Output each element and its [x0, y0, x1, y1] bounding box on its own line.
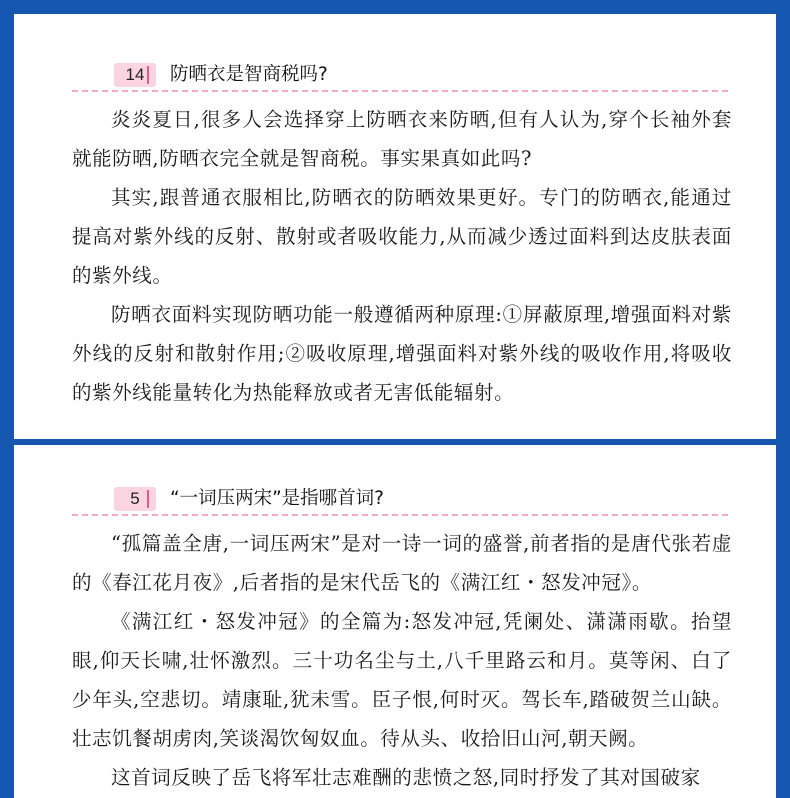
- paragraph: “孤篇盖全唐,一词压两宋”是对一诗一词的盛誉,前者指的是唐代张若虚的《春江花月夜》,后者指的是宋代岳飞的《满江红・怒发冲冠》。: [72, 532, 732, 594]
- article-section-14: [72, 58, 732, 412]
- section-title: 防晒衣是智商税吗?: [170, 64, 328, 85]
- paragraph: 《满江红・怒发冲冠》的全篇为:怒发冲冠,凭阑处、潇潇雨歇。抬望眼,仰天长啸,壮怀激烈。三十功名尘与土,八千里路云和月。莫等闲、白了少年头,空悲切。靖康耻,犹未雪。臣子恨,何时灭。驾长车,踏破贺兰山缺。壮志饥餐胡虏肉,笑谈渴饮匈奴血。待从头、收拾旧山河,朝天阙。: [72, 610, 732, 750]
- section-title: “一词压两宋”是指哪首词?: [170, 488, 384, 509]
- article-section-5: [72, 482, 732, 797]
- section-heading: [72, 482, 732, 518]
- section-number-badge: 5: [114, 487, 156, 511]
- paragraph: 这首词反映了岳飞将军壮志难酬的悲愤之怒,同时抒发了其对国破家: [111, 766, 701, 789]
- section-number-badge: 14: [114, 63, 156, 87]
- paragraph: 防晒衣面料实现防晒功能一般遵循两种原理:①屏蔽原理,增强面料对紫外线的反射和散射作用;②吸收原理,增强面料对紫外线的吸收作用,将吸收的紫外线能量转化为热能释放或者无害低能辐射。: [72, 303, 732, 404]
- section-heading: [72, 58, 732, 94]
- paragraph: 炎炎夏日,很多人会选择穿上防晒衣来防晒,但有人认为,穿个长袖外套就能防晒,防晒衣完全就是智商税。事实果真如此吗?: [72, 108, 732, 170]
- paragraph: 其实,跟普通衣服相比,防晒衣的防晒效果更好。专门的防晒衣,能通过提高对紫外线的反射、散射或者吸收能力,从而减少透过面料到达皮肤表面的紫外线。: [72, 186, 732, 287]
